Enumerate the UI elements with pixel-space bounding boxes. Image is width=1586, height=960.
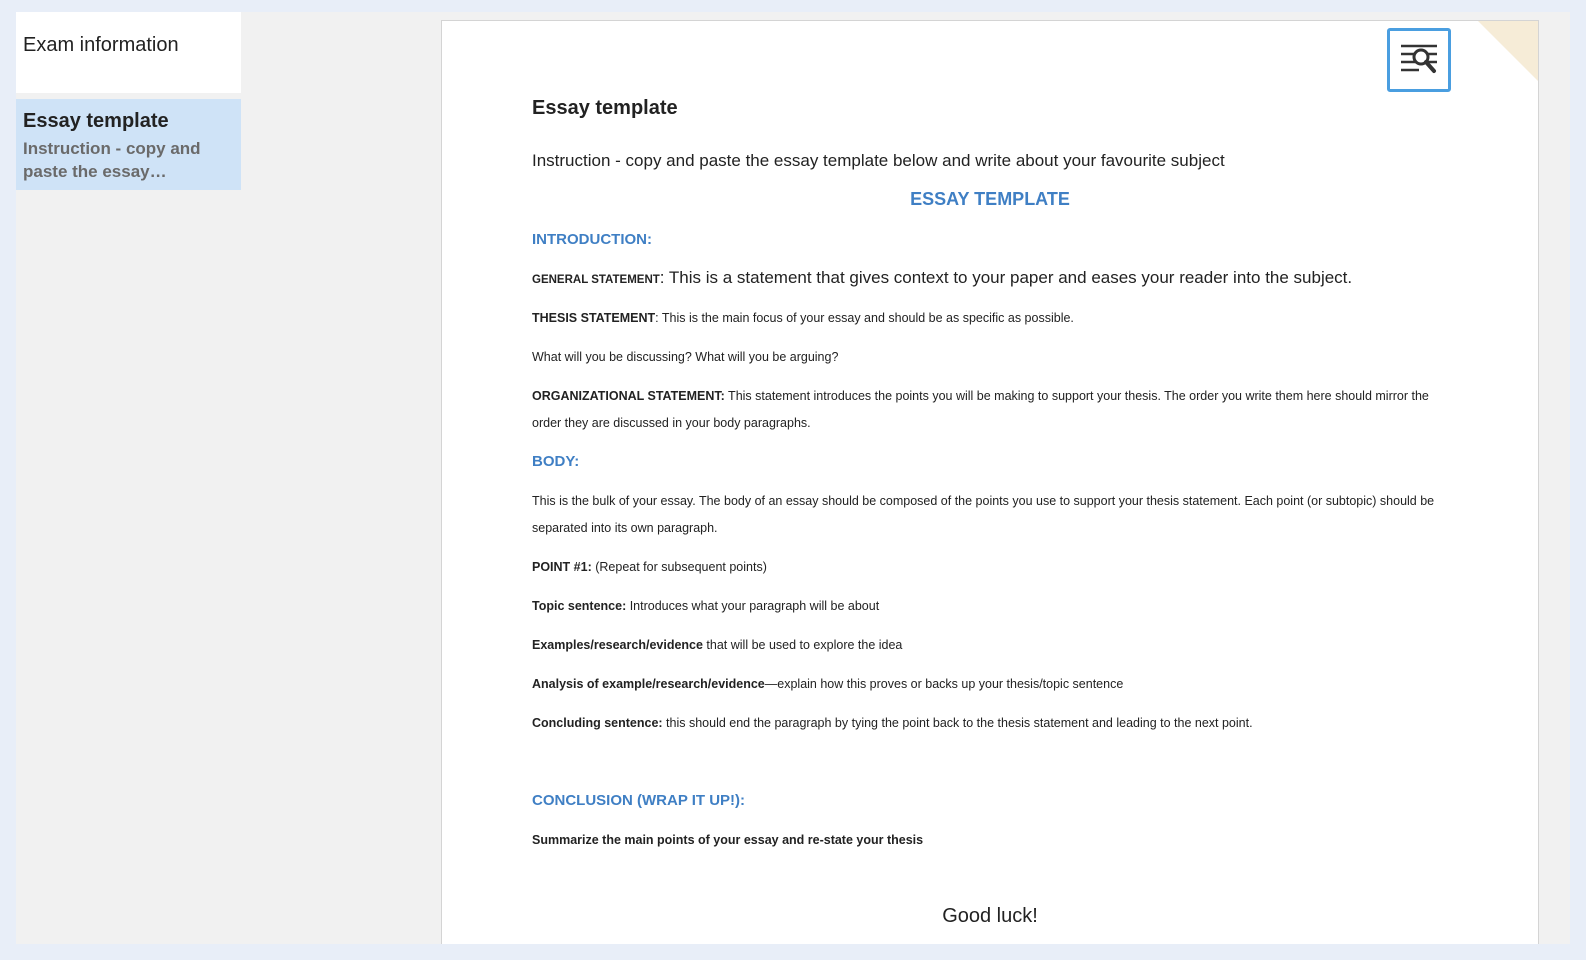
summarize-text: Summarize the main points of your essay and re-state your thesis — [532, 833, 924, 847]
body-heading: BODY: — [532, 453, 580, 470]
sidebar-item-title: Essay template — [23, 110, 169, 132]
topic-sentence — [532, 599, 879, 613]
concluding-sentence-text: this should end the paragraph by tying the point back to the thesis statement and leading to the next point. — [662, 716, 1253, 730]
analysis-line — [532, 677, 1123, 691]
topic-sentence-label: Topic sentence: — [532, 599, 627, 613]
concluding-sentence-label: Concluding sentence: — [532, 716, 663, 730]
search-lines-icon — [1399, 40, 1439, 80]
instruction-text: Instruction - copy and paste the essay template below and write about your favourite subject — [532, 151, 1225, 170]
point-one-label: POINT #1: — [532, 560, 592, 574]
sidebar-item-snippet: Instruction - copy and paste the essay… — [23, 139, 201, 181]
zoom-toggle-button[interactable] — [1387, 28, 1451, 92]
point-one — [532, 560, 767, 574]
examples-line — [532, 638, 902, 652]
organizational-statement-text: This statement introduces the points you will be making to support your thesis. The order you write them here should mirror the order they are discussed in your body paragraphs. — [532, 389, 1429, 430]
organizational-statement — [532, 383, 1447, 437]
concluding-sentence — [532, 716, 1253, 730]
good-luck-text: Good luck! — [942, 905, 1038, 927]
topic-sentence-text: Introduces what your paragraph will be about — [626, 599, 880, 613]
analysis-label: Analysis of example/research/evidence — [532, 677, 765, 691]
conclusion-heading: CONCLUSION (WRAP IT UP!): — [532, 792, 746, 809]
document-page — [441, 20, 1539, 944]
discussion-question: What will you be discussing? What will you be arguing? — [532, 350, 839, 364]
document-title: Essay template — [532, 97, 678, 119]
general-statement-text: : This is a statement that gives context to your paper and eases your reader into the subject. — [659, 268, 1353, 287]
sidebar-item-essay-template[interactable] — [16, 99, 241, 190]
analysis-text: —explain how this proves or backs up your thesis/topic sentence — [764, 677, 1124, 691]
exam-app — [16, 12, 1570, 944]
sidebar-item-exam-information[interactable] — [16, 12, 241, 93]
examples-label: Examples/research/evidence — [532, 638, 703, 652]
essay-template-heading: ESSAY TEMPLATE — [910, 189, 1070, 209]
page-corner-fold — [1478, 21, 1538, 81]
general-statement — [532, 268, 1352, 288]
general-statement-label: GENERAL STATEMENT — [532, 274, 660, 286]
organizational-statement-label: ORGANIZATIONAL STATEMENT: — [532, 389, 725, 403]
body-description: This is the bulk of your essay. The body of an essay should be composed of the points you use to support your thesis statement. Each point (or subtopic) should be separated into its own paragraph. — [532, 494, 1435, 535]
examples-text: that will be used to explore the idea — [702, 638, 903, 652]
point-one-text: (Repeat for subsequent points) — [591, 560, 767, 574]
introduction-heading: INTRODUCTION: — [532, 231, 652, 248]
thesis-statement-label: THESIS STATEMENT — [532, 311, 656, 325]
sidebar-item-label: Exam information — [23, 34, 179, 56]
thesis-statement-text: : This is the main focus of your essay and should be as specific as possible. — [655, 311, 1074, 325]
thesis-statement — [532, 311, 1074, 325]
